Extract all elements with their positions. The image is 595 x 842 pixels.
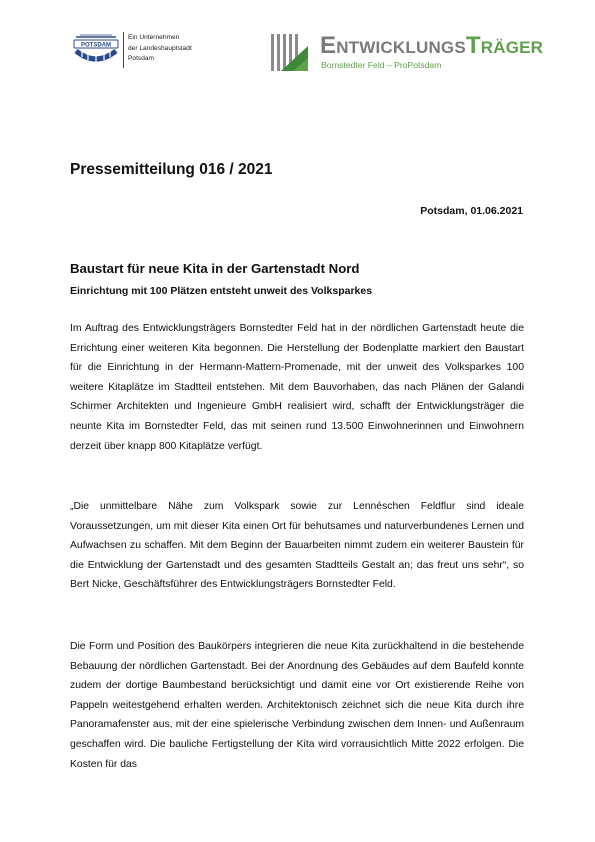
place-date: Potsdam, 01.06.2021 [420,205,523,217]
potsdam-divider [123,32,124,68]
potsdam-logo-text: POTSDAM [81,42,111,49]
potsdam-line: Ein Unternehmen [128,34,180,41]
body-paragraph: Im Auftrag des Entwicklungsträgers Bornstedter Feld hat in der nördlichen Gartenstadt heute die Errichtung einer weiteren Kita begonnen. Die Herstellung der Bodenplatte markiert den Baustart für die Einrichtung in der Hermann-Mattern-Promenade, mit der unweit des Volksparkes 100 weitere Kitaplätze im Stadtteil entstehen. Mit dem Bauvorhaben, das nach Plänen der Galandi Schirmer Architekten und Ingenieure GmbH realisiert wird, schafft der Entwicklungsträger die neunte Kita im Bornstedter Feld, das mit seinen rund 13.500 Einwohnerinnen und Einwohnern derzeit über knapp 800 Kitaplätze verfügt. [70,323,524,452]
potsdam-line: Potsdam [128,55,155,62]
brand-subtitle: Bornstedter Feld – ProPotsdam [321,60,442,70]
headline: Baustart für neue Kita in der Gartenstadt Nord [70,261,360,276]
body-paragraph: „Die unmittelbare Nähe zum Volkspark sowie zur Lennéschen Feldflur sind ideale Voraussetzungen, um mit dieser Kita einen Ort für behutsames und naturverbundenes Lernen und Aufwachsen zu schaffen. Mit dem Beginn der Bauarbeiten nimmt zudem ein weiterer Baustein für die Entwicklung der Gartenstadt und des gesamten Stadtteils Gestalt an; das freut uns sehr“, so Bert Nicke, Geschäftsführer des Entwicklungsträgers Bornstedter Feld. [70,501,524,591]
body-paragraph: Die Form und Position des Baukörpers integrieren die neue Kita zurückhaltend in die bestehende Bebauung der nördlichen Gartenstadt. Bei der Anordnung des Gebäudes auf dem Baufeld konnte zudem der dortige Baumbestand berücksichtigt und damit eine vor Ort existierende Reihe von Pappeln weitestgehend erhalten werden. Architektonisch zeichnet sich die neue Kita durch ihre Panoramafenster aus, mit der eine spielerische Verbindung zwischen dem Innen- und Außenraum geschaffen wird. Die bauliche Fertigstellung der Kita wird vorrausichtlich Mitte 2022 erfolgen. Die Kosten für das [70,641,524,770]
brand-title-main: Entwicklungs [320,32,466,59]
press-release-title: Pressemitteilung 016 / 2021 [70,161,273,178]
entwicklungstraeger-logo-icon [271,34,308,71]
potsdam-tagline [128,33,192,65]
subheadline: Einrichtung mit 100 Plätzen entsteht unweit des Volksparkes [70,285,373,297]
potsdam-line: der Landeshauptstadt [128,44,192,52]
brand-title-accent: Träger [465,32,544,59]
potsdam-logo [70,33,122,67]
brand-title [320,33,543,59]
